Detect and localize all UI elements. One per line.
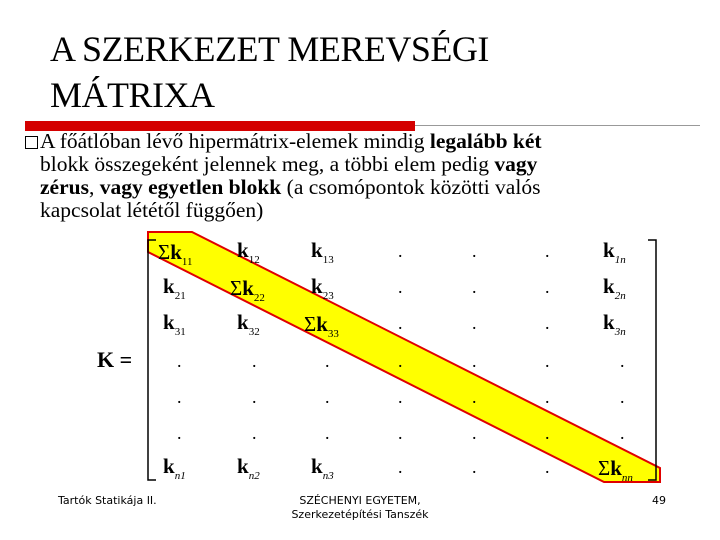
cell-dot: .	[252, 423, 257, 443]
cell-dot: .	[472, 241, 477, 261]
cell-dot: .	[620, 351, 625, 371]
cell-sigma-k22: $\Sigma k_{22}$	[230, 276, 265, 304]
cell-dot: .	[325, 387, 330, 407]
diagonal-highlight	[148, 232, 660, 482]
cell-sigma-k33: $\Sigma k_{33}$	[304, 312, 339, 340]
para-emphasis: legalább két	[429, 129, 542, 153]
cell-dot: .	[177, 351, 182, 371]
cell-dot: .	[325, 423, 330, 443]
footer-university: SZÉCHENYI EGYETEM,	[299, 494, 421, 507]
title-line-1: A SZERKEZET MEREVSÉGI	[50, 29, 489, 69]
cell-kn1: $k_{n1}$	[163, 454, 186, 482]
para-emphasis: vagy egyetlen blokk	[99, 175, 282, 199]
cell-dot: .	[545, 313, 550, 333]
para-text: ,	[88, 175, 100, 199]
cell-dot: .	[398, 351, 403, 371]
cell-sigma-k11: $\Sigma k_{11}$	[158, 240, 193, 268]
cell-dot: .	[177, 387, 182, 407]
cell-kn2: $k_{n2}$	[237, 454, 260, 482]
para-emphasis: vagy	[494, 152, 538, 176]
footer-department: Szerkezetépítési Tanszék	[291, 508, 429, 521]
cell-dot: .	[472, 457, 477, 477]
cell-dot: .	[398, 241, 403, 261]
left-bracket	[148, 240, 156, 480]
cell-dot: .	[545, 241, 550, 261]
para-text: kapcsolat lététől függően)	[40, 198, 264, 222]
cell-dot: .	[472, 313, 477, 333]
cell-dot: .	[252, 387, 257, 407]
cell-k1n: $k_{1n}$	[603, 238, 626, 266]
cell-k3n: $k_{3n}$	[603, 310, 626, 338]
cell-dot: .	[472, 387, 477, 407]
cell-dot: .	[472, 277, 477, 297]
cell-dot: .	[325, 351, 330, 371]
cell-dot: .	[545, 277, 550, 297]
para-text: összegeként jelennek meg, a többi elem pedig	[88, 152, 495, 176]
page-number: 49	[652, 494, 666, 507]
para-text: (a csomópontok közötti valós	[281, 175, 541, 199]
cell-kn3: $k_{n3}$	[311, 454, 334, 482]
cell-dot: .	[398, 457, 403, 477]
cell-dot: .	[545, 423, 550, 443]
cell-dot: .	[620, 423, 625, 443]
cell-dot: .	[545, 351, 550, 371]
cell-dot: .	[398, 313, 403, 333]
cell-dot: .	[177, 423, 182, 443]
footer-institution	[250, 494, 470, 522]
cell-k23: $k_{23}$	[311, 274, 334, 302]
cell-dot: .	[398, 423, 403, 443]
matrix-label: K =	[97, 347, 133, 372]
cell-dot: .	[620, 387, 625, 407]
cell-dot: .	[252, 351, 257, 371]
cell-dot: .	[398, 387, 403, 407]
cell-k12: $k_{12}$	[237, 238, 260, 266]
cell-k32: $k_{32}$	[237, 310, 260, 338]
cell-k31: $k_{31}$	[163, 310, 186, 338]
title-line-2: MÁTRIXA	[50, 75, 215, 115]
cell-k21: $k_{21}$	[163, 274, 186, 302]
right-bracket	[648, 240, 656, 480]
cell-dot: .	[545, 387, 550, 407]
cell-dot: .	[472, 423, 477, 443]
cell-sigma-knn: $\Sigma k_{nn}$	[598, 456, 633, 484]
cell-dot: .	[398, 277, 403, 297]
para-text: blokk	[40, 152, 89, 176]
cell-dot: .	[472, 351, 477, 371]
para-emphasis: zérus	[40, 175, 89, 199]
cell-k13: $k_{13}$	[311, 238, 334, 266]
footer-course: Tartók Statikája II.	[58, 494, 157, 507]
cell-dot: .	[545, 457, 550, 477]
para-text: A főátlóban lévő hipermátrix-elemek mindig	[40, 129, 430, 153]
cell-k2n: $k_{2n}$	[603, 274, 626, 302]
